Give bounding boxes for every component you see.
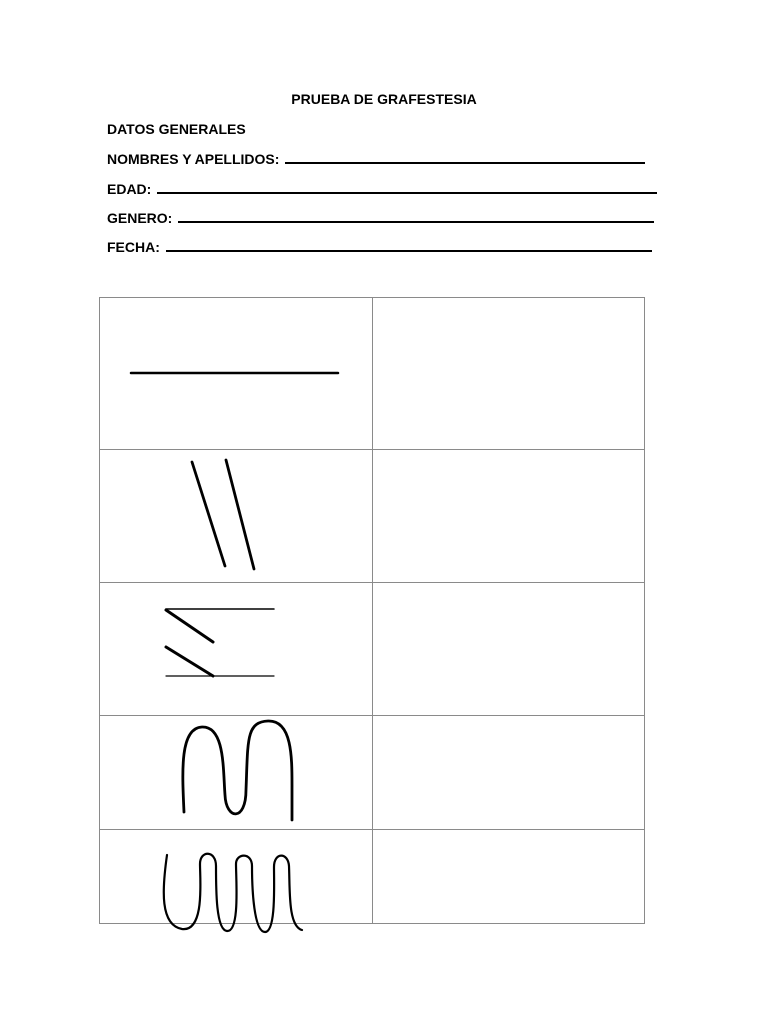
page-title: PRUEBA DE GRAFESTESIA (291, 91, 477, 107)
section-label: DATOS GENERALES (107, 121, 246, 137)
genero-label: GENERO: (107, 210, 173, 226)
edad-label: EDAD: (107, 181, 152, 197)
fecha-label: FECHA: (107, 239, 160, 255)
double-arch-wave-figure (183, 721, 292, 820)
nombres-label: NOMBRES Y APELLIDOS: (107, 151, 280, 167)
two-diagonal-lines-figure (192, 460, 254, 569)
z-like-shape-figure (166, 609, 274, 676)
zigzag-wave-figure (164, 854, 302, 932)
